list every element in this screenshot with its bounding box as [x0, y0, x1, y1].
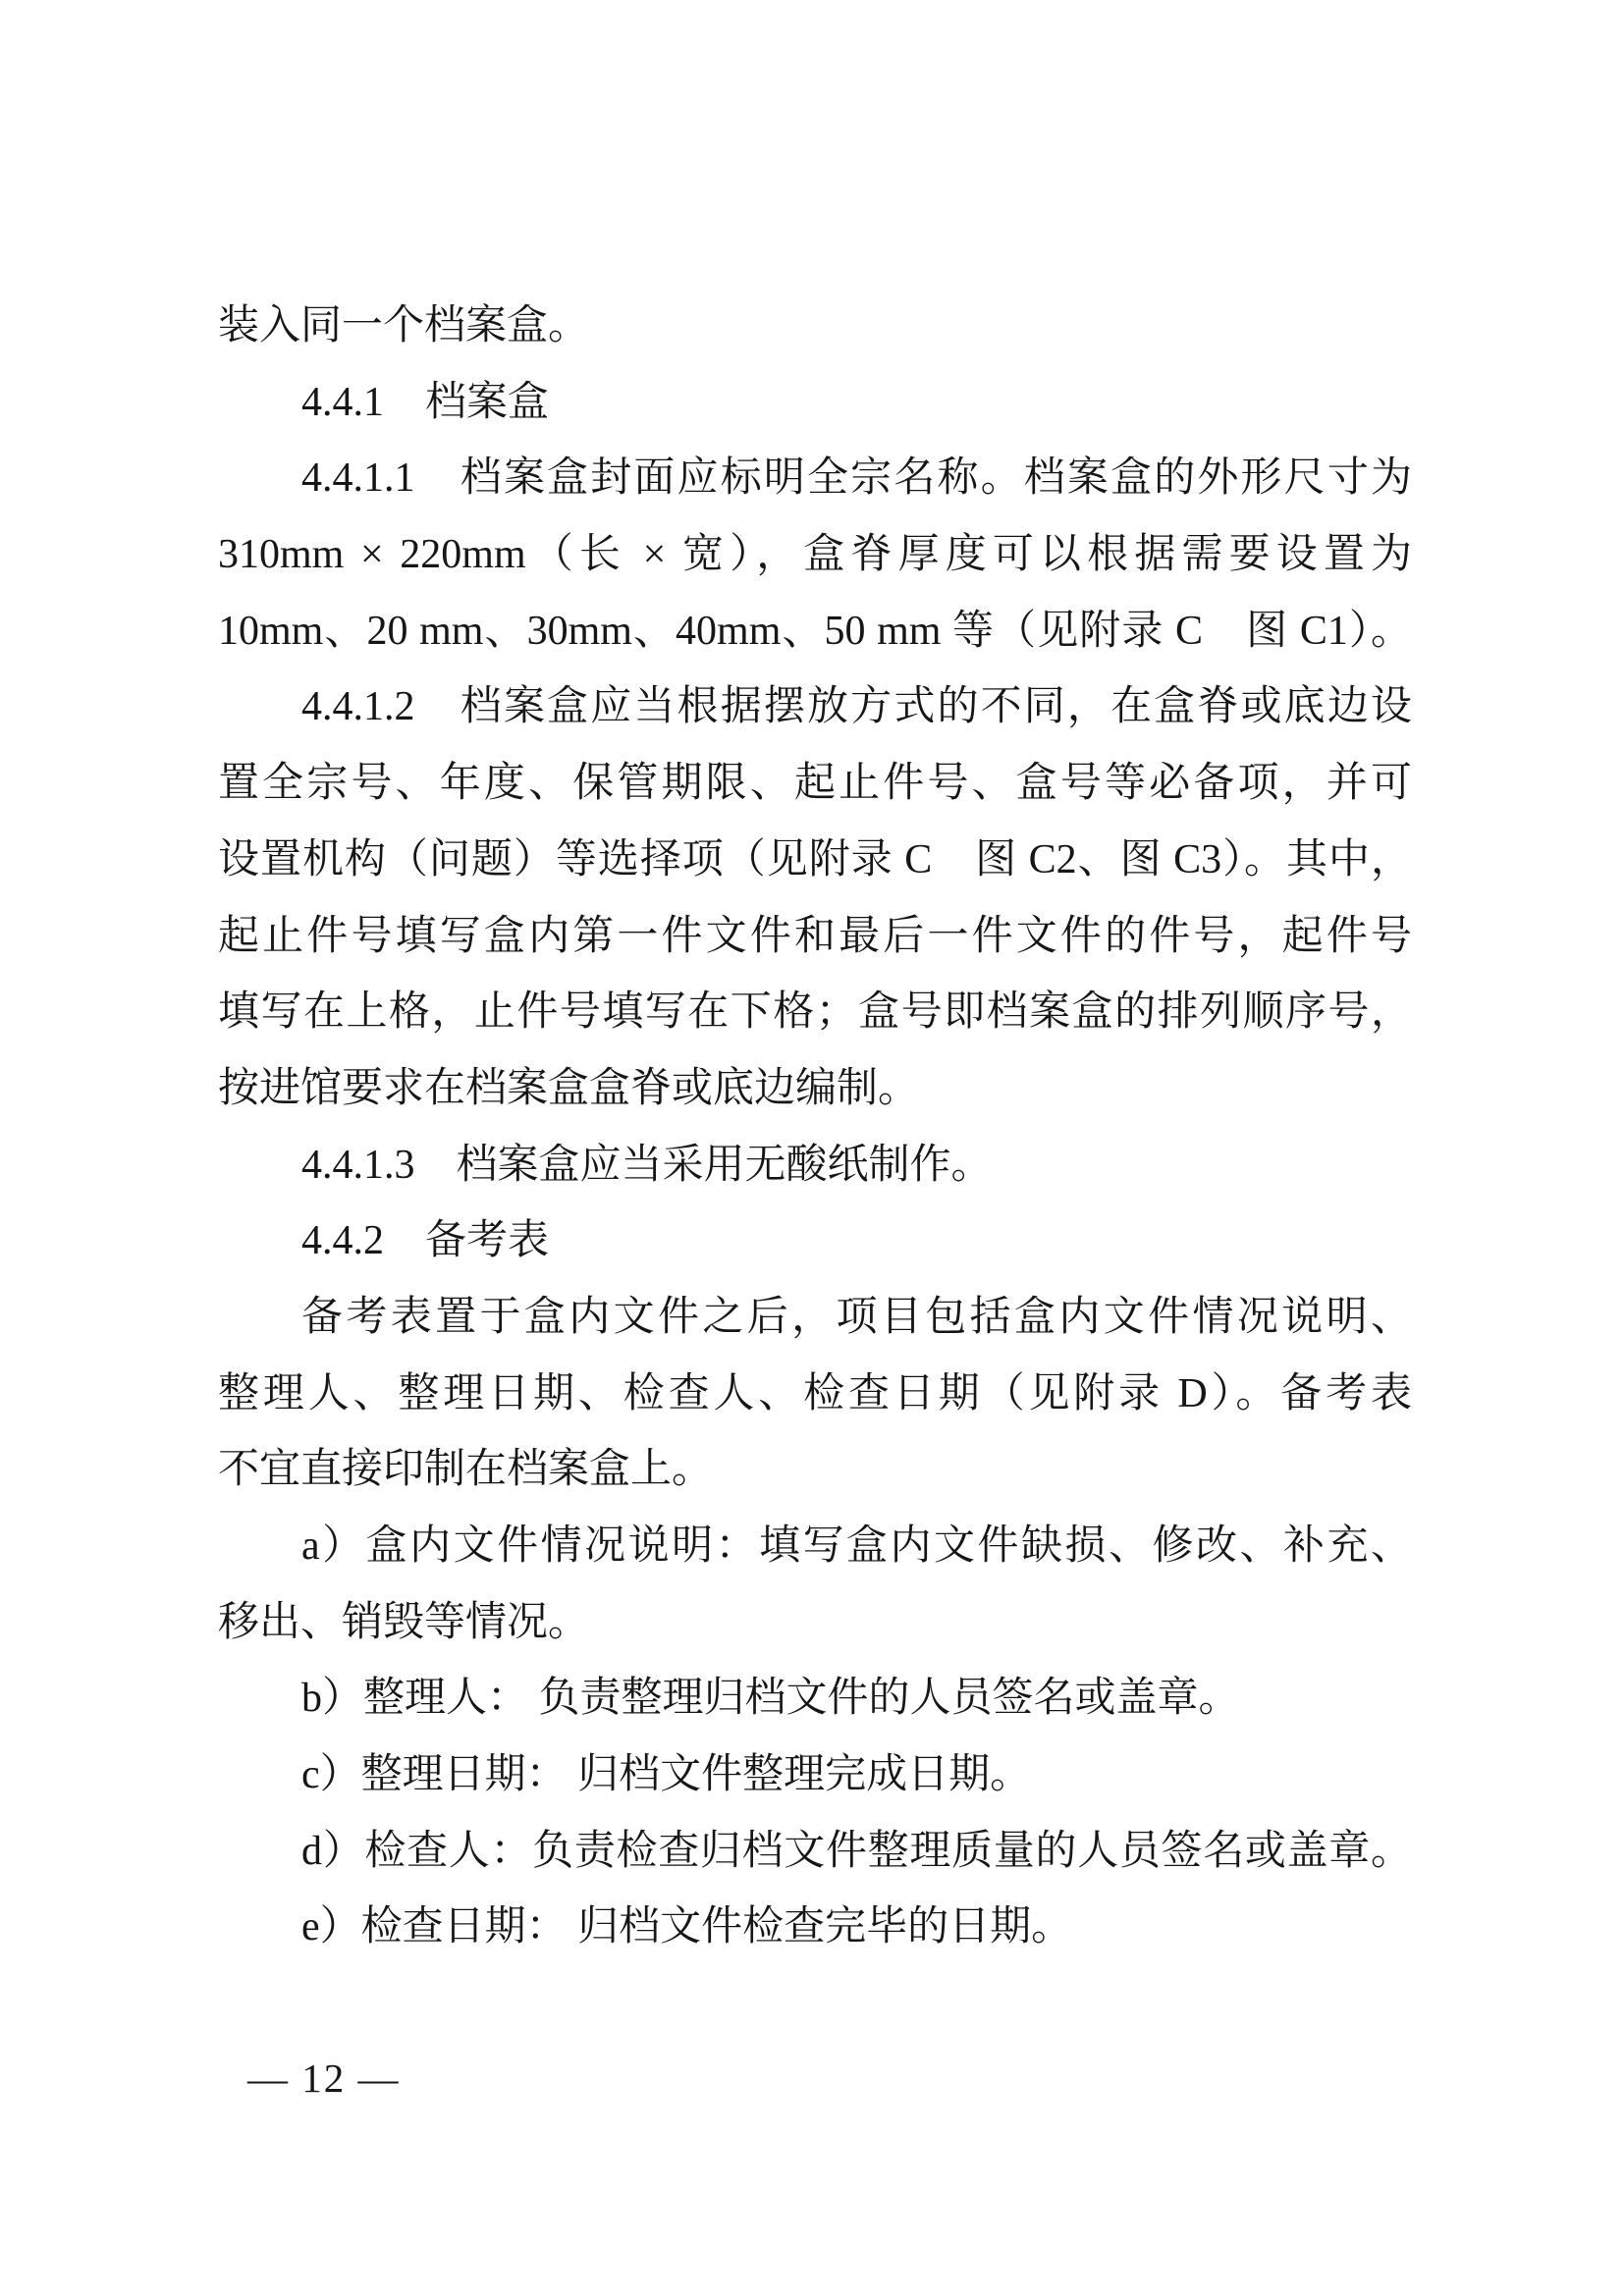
list-item-e: e）检查日期： 归档文件检查完毕的日期。 — [301, 1904, 1073, 1950]
list-item-a-line2: 移出、销毁等情况。 — [218, 1599, 590, 1645]
list-item-c: c）整理日期： 归档文件整理完成日期。 — [301, 1752, 1032, 1798]
para-beikaobiao-line2: 整理人、整理日期、检查人、检查日期（见附录 D）。备考表 — [218, 1370, 1412, 1416]
list-item-a-line1: a）盒内文件情况说明：填写盒内文件缺损、修改、补充、 — [301, 1523, 1412, 1569]
para-beikaobiao-line1: 备考表置于盒内文件之后，项目包括盒内文件情况说明、 — [301, 1294, 1412, 1340]
heading-4-4-1: 4.4.1 档案盒 — [301, 379, 550, 425]
para-beikaobiao-line3: 不宜直接印制在档案盒上。 — [218, 1447, 714, 1493]
para-4-4-1-1-line3: 10mm、20 mm、30mm、40mm、50 mm 等（见附录 C 图 C1）。 — [218, 608, 1412, 654]
list-item-b: b）整理人： 负责整理归档文件的人员签名或盖章。 — [301, 1676, 1240, 1722]
para-4-4-1-2-line4: 起止件号填写盒内第一件文件和最后一件文件的件号，起件号 — [218, 913, 1412, 959]
paragraph-continuation-line: 装入同一个档案盒。 — [218, 303, 590, 348]
page-number: — 12 — — [247, 2056, 401, 2101]
heading-4-4-2: 4.4.2 备考表 — [301, 1218, 550, 1264]
heading-4-4-1-3: 4.4.1.3 档案盒应当采用无酸纸制作。 — [301, 1142, 993, 1188]
para-4-4-1-2-line5: 填写在上格，止件号填写在下格；盒号即档案盒的排列顺序号， — [218, 989, 1412, 1036]
para-4-4-1-2-line2: 置全宗号、年度、保管期限、起止件号、盒号等必备项，并可 — [218, 761, 1412, 807]
para-4-4-1-2-line3: 设置机构（问题）等选择项（见附录 C 图 C2、图 C3）。其中， — [218, 836, 1412, 882]
para-4-4-1-2-line6: 按进馆要求在档案盒盒脊或底边编制。 — [218, 1065, 920, 1111]
para-4-4-1-2-line1: 4.4.1.2 档案盒应当根据摆放方式的不同，在盒脊或底边设 — [301, 684, 1412, 730]
text-block — [218, 289, 1412, 1966]
para-4-4-1-1-line1: 4.4.1.1 档案盒封面应标明全宗名称。档案盒的外形尺寸为 — [301, 455, 1412, 502]
para-4-4-1-1-line2: 310mm × 220mm（长 × 宽），盒脊厚度可以根据需要设置为 — [218, 532, 1412, 578]
list-item-d: d）检查人：负责检查归档文件整理质量的人员签名或盖章。 — [301, 1828, 1412, 1874]
